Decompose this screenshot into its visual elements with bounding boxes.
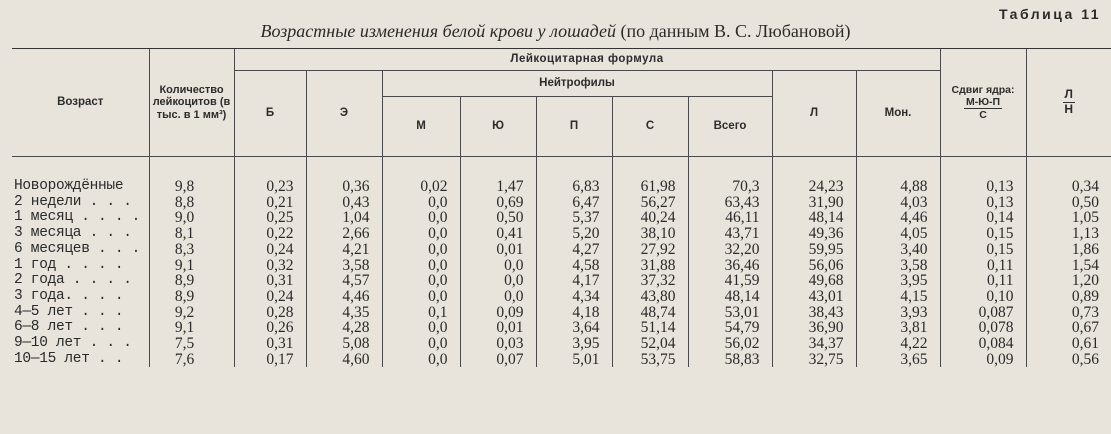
caption-source: (по данным В. С. Любановой): [620, 21, 851, 41]
cell-s: 51,14: [612, 320, 688, 336]
cell-e: 5,08: [306, 336, 382, 352]
cell-s: 56,27: [612, 195, 688, 211]
cell-mon: 3,65: [856, 352, 940, 368]
cell-wbc: 8,8: [149, 195, 234, 211]
cell-b: 0,31: [234, 336, 306, 352]
cell-ratio: 0,34: [1026, 157, 1111, 195]
cell-shift: 0,084: [940, 336, 1026, 352]
cell-age: 6—8 лет . . .: [14, 320, 124, 336]
cell-total: 46,11: [688, 210, 772, 226]
cell-age: 2 недели . . .: [14, 194, 132, 210]
cell-wbc: 9,1: [149, 258, 234, 274]
cell-s: 37,32: [612, 273, 688, 289]
cell-l: 38,43: [772, 305, 856, 321]
cell-wbc: 9,8: [149, 157, 234, 195]
cell-total: 53,01: [688, 305, 772, 321]
cell-ratio: 0,67: [1026, 320, 1111, 336]
cell-age: 9—10 лет . . .: [14, 336, 132, 352]
table-row: [12, 273, 1111, 289]
cell-b: 0,22: [234, 226, 306, 242]
cell-ratio: 0,50: [1026, 195, 1111, 211]
cell-wbc: 7,5: [149, 336, 234, 352]
cell-l: 59,95: [772, 242, 856, 258]
table-row: [12, 195, 1111, 211]
cell-m: 0,1: [382, 305, 460, 321]
cell-yu: 0,0: [460, 273, 536, 289]
cell-s: 53,75: [612, 352, 688, 368]
cell-ratio: 1,13: [1026, 226, 1111, 242]
cell-m: 0,0: [382, 352, 460, 368]
cell-l: 31,90: [772, 195, 856, 211]
cell-mon: 3,58: [856, 258, 940, 274]
cell-shift: 0,15: [940, 226, 1026, 242]
table-row: [12, 242, 1111, 258]
cell-mon: 4,46: [856, 210, 940, 226]
cell-shift: 0,14: [940, 210, 1026, 226]
cell-wbc: 9,2: [149, 305, 234, 321]
table-row: [12, 210, 1111, 226]
cell-total: 63,43: [688, 195, 772, 211]
cell-age: 4—5 лет . . .: [14, 304, 124, 320]
cell-shift: 0,13: [940, 157, 1026, 195]
cell-wbc: 7,6: [149, 352, 234, 368]
cell-m: 0,0: [382, 258, 460, 274]
cell-shift: 0,15: [940, 242, 1026, 258]
table-row: [12, 258, 1111, 274]
cell-l: 32,75: [772, 352, 856, 368]
cell-wbc: 9,1: [149, 320, 234, 336]
cell-mon: 3,93: [856, 305, 940, 321]
cell-m: 0,0: [382, 320, 460, 336]
cell-e: 4,28: [306, 320, 382, 336]
cell-yu: 0,03: [460, 336, 536, 352]
cell-s: 38,10: [612, 226, 688, 242]
cell-ratio: 1,86: [1026, 242, 1111, 258]
cell-s: 27,92: [612, 242, 688, 258]
cell-mon: 4,88: [856, 157, 940, 195]
cell-total: 36,46: [688, 258, 772, 274]
cell-l: 24,23: [772, 157, 856, 195]
cell-m: 0,0: [382, 289, 460, 305]
cell-mon: 4,22: [856, 336, 940, 352]
header-yu: Ю: [460, 97, 536, 157]
cell-wbc: 9,0: [149, 210, 234, 226]
cell-b: 0,32: [234, 258, 306, 274]
header-l: Л: [772, 71, 856, 157]
cell-b: 0,31: [234, 273, 306, 289]
header-total: Всего: [688, 97, 772, 157]
cell-m: 0,0: [382, 226, 460, 242]
cell-total: 43,71: [688, 226, 772, 242]
cell-m: 0,02: [382, 157, 460, 195]
cell-p: 3,64: [536, 320, 612, 336]
cell-p: 4,34: [536, 289, 612, 305]
header-ratio-num: Л: [1064, 87, 1073, 102]
cell-ratio: 1,20: [1026, 273, 1111, 289]
cell-m: 0,0: [382, 336, 460, 352]
header-age: Возраст: [12, 49, 149, 157]
header-wbc: Количество лейкоцитов (в тыс. в 1 мм³): [149, 49, 234, 157]
cell-shift: 0,10: [940, 289, 1026, 305]
cell-s: 31,88: [612, 258, 688, 274]
cell-ratio: 0,56: [1026, 352, 1111, 368]
header-mon: Мон.: [856, 71, 940, 157]
table-body: [12, 157, 1111, 368]
cell-wbc: 8,9: [149, 273, 234, 289]
leukocyte-table: [12, 48, 1111, 367]
cell-e: 4,35: [306, 305, 382, 321]
header-shift-fraction: [964, 96, 1002, 121]
cell-age: 3 года. . . .: [14, 288, 124, 304]
cell-yu: 0,0: [460, 289, 536, 305]
cell-s: 52,04: [612, 336, 688, 352]
table-row: [12, 289, 1111, 305]
cell-e: 4,60: [306, 352, 382, 368]
cell-ratio: 1,05: [1026, 210, 1111, 226]
cell-mon: 3,81: [856, 320, 940, 336]
cell-total: 48,14: [688, 289, 772, 305]
cell-e: 4,46: [306, 289, 382, 305]
cell-p: 3,95: [536, 336, 612, 352]
cell-mon: 4,05: [856, 226, 940, 242]
cell-yu: 0,0: [460, 258, 536, 274]
cell-mon: 3,95: [856, 273, 940, 289]
table-row: [12, 336, 1111, 352]
cell-age: 6 месяцев . . .: [14, 241, 141, 257]
cell-yu: 0,09: [460, 305, 536, 321]
cell-b: 0,17: [234, 352, 306, 368]
cell-ratio: 0,61: [1026, 336, 1111, 352]
cell-b: 0,24: [234, 289, 306, 305]
cell-shift: 0,087: [940, 305, 1026, 321]
cell-e: 2,66: [306, 226, 382, 242]
cell-total: 70,3: [688, 157, 772, 195]
cell-p: 4,17: [536, 273, 612, 289]
cell-s: 48,74: [612, 305, 688, 321]
table-row: [12, 305, 1111, 321]
cell-yu: 0,07: [460, 352, 536, 368]
header-e: Э: [306, 71, 382, 157]
header-formula: Лейкоцитарная формула: [234, 49, 940, 71]
cell-yu: 0,01: [460, 242, 536, 258]
table-number: Таблица 11: [998, 6, 1101, 22]
cell-e: 4,21: [306, 242, 382, 258]
cell-s: 40,24: [612, 210, 688, 226]
cell-yu: 0,01: [460, 320, 536, 336]
cell-total: 41,59: [688, 273, 772, 289]
table-row: [12, 157, 1111, 195]
cell-b: 0,21: [234, 195, 306, 211]
cell-e: 4,57: [306, 273, 382, 289]
cell-wbc: 8,1: [149, 226, 234, 242]
caption-title: Возрастные изменения белой крови у лошадей: [260, 21, 616, 41]
cell-ratio: 0,73: [1026, 305, 1111, 321]
cell-yu: 0,41: [460, 226, 536, 242]
cell-age: 10—15 лет . .: [14, 351, 124, 367]
table-row: [12, 320, 1111, 336]
cell-e: 0,43: [306, 195, 382, 211]
cell-l: 49,36: [772, 226, 856, 242]
table-row: [12, 352, 1111, 368]
cell-total: 32,20: [688, 242, 772, 258]
cell-p: 5,01: [536, 352, 612, 368]
cell-m: 0,0: [382, 242, 460, 258]
cell-l: 48,14: [772, 210, 856, 226]
table-caption: [0, 21, 1111, 42]
header-shift-num: М-Ю-П: [965, 95, 1001, 108]
cell-l: 34,37: [772, 336, 856, 352]
cell-p: 4,27: [536, 242, 612, 258]
cell-m: 0,0: [382, 210, 460, 226]
cell-b: 0,28: [234, 305, 306, 321]
cell-shift: 0,11: [940, 273, 1026, 289]
cell-mon: 4,15: [856, 289, 940, 305]
cell-ratio: 0,89: [1026, 289, 1111, 305]
cell-m: 0,0: [382, 195, 460, 211]
cell-p: 6,83: [536, 157, 612, 195]
cell-p: 4,18: [536, 305, 612, 321]
header-shift-label: Сдвиг ядра:: [951, 83, 1015, 96]
cell-l: 49,68: [772, 273, 856, 289]
cell-age: 1 год . . . .: [14, 257, 124, 273]
header-p: П: [536, 97, 612, 157]
cell-age: 3 месяца . . .: [14, 226, 132, 242]
cell-p: 5,37: [536, 210, 612, 226]
header-b: Б: [234, 71, 306, 157]
cell-shift: 0,078: [940, 320, 1026, 336]
header-neutrophils: Нейтрофилы: [382, 71, 772, 97]
cell-p: 5,20: [536, 226, 612, 242]
cell-shift: 0,09: [940, 352, 1026, 368]
cell-yu: 0,69: [460, 195, 536, 211]
cell-wbc: 8,9: [149, 289, 234, 305]
cell-e: 1,04: [306, 210, 382, 226]
cell-l: 36,90: [772, 320, 856, 336]
header-shift: [940, 49, 1026, 157]
cell-mon: 3,40: [856, 242, 940, 258]
cell-b: 0,26: [234, 320, 306, 336]
cell-l: 56,06: [772, 258, 856, 274]
cell-mon: 4,03: [856, 195, 940, 211]
cell-s: 43,80: [612, 289, 688, 305]
header-shift-den: С: [979, 109, 987, 122]
cell-ratio: 1,54: [1026, 258, 1111, 274]
cell-b: 0,25: [234, 210, 306, 226]
cell-p: 4,58: [536, 258, 612, 274]
cell-yu: 1,47: [460, 157, 536, 195]
cell-shift: 0,13: [940, 195, 1026, 211]
cell-total: 58,83: [688, 352, 772, 368]
header-ratio-den: Н: [1064, 102, 1074, 116]
table-row: [12, 226, 1111, 242]
cell-age: 2 года . . . .: [14, 273, 132, 289]
cell-total: 56,02: [688, 336, 772, 352]
cell-total: 54,79: [688, 320, 772, 336]
header-s: С: [612, 97, 688, 157]
header-m: М: [382, 97, 460, 157]
header-ratio: [1026, 49, 1111, 157]
cell-b: 0,23: [234, 157, 306, 195]
cell-e: 0,36: [306, 157, 382, 195]
cell-p: 6,47: [536, 195, 612, 211]
cell-b: 0,24: [234, 242, 306, 258]
header-ratio-fraction: [1063, 88, 1075, 117]
cell-m: 0,0: [382, 273, 460, 289]
cell-yu: 0,50: [460, 210, 536, 226]
cell-shift: 0,11: [940, 258, 1026, 274]
cell-l: 43,01: [772, 289, 856, 305]
cell-s: 61,98: [612, 157, 688, 195]
cell-e: 3,58: [306, 258, 382, 274]
cell-age: 1 месяц . . . .: [14, 210, 141, 226]
cell-age: Новорождённые: [14, 178, 124, 194]
cell-wbc: 8,3: [149, 242, 234, 258]
